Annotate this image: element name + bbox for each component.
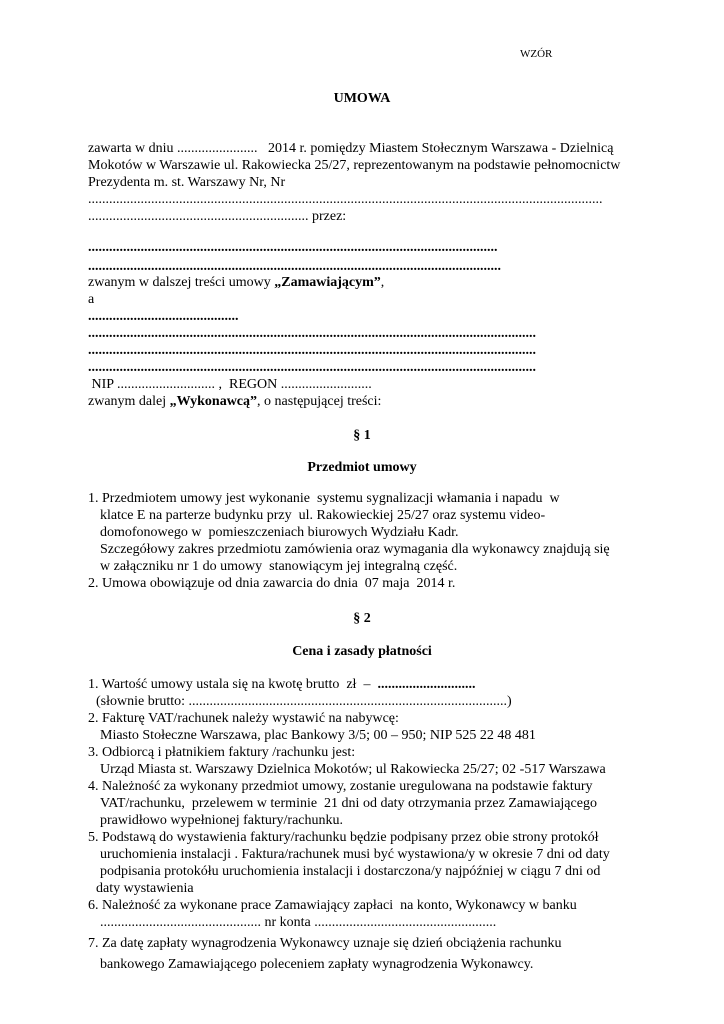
contractor-text-end: , o następującej treści: — [257, 394, 382, 409]
contractor-dotted-line: ...................................................................................................................... — [88, 259, 501, 274]
clause-line: 2. Fakturę VAT/rachunek należy wystawić na nabywcę: — [88, 711, 399, 726]
contractor-term: „Wykonawcą” — [169, 394, 258, 409]
clause-line: 5. Podstawą do wystawienia faktury/rachunku będzie podpisany przez obie strony protokół — [88, 830, 599, 845]
contractor-dotted-line: ................................................................................................................................ — [88, 360, 536, 375]
contractor-dotted-line: ..................................................................................................................... — [88, 240, 498, 255]
clause-line: uruchomienia instalacji . Faktura/rachunek musi być wystawiona/y w okresie 7 dni od daty — [100, 847, 610, 862]
clause-line: 7. Za datę zapłaty wynagrodzenia Wykonawcy uznaje się dzień obciążenia rachunku — [88, 936, 562, 951]
clause-line: Urząd Miasta st. Warszawy Dzielnica Mokotów; ul Rakowiecka 25/27; 02 -517 Warszawa — [100, 762, 606, 777]
clause-line: w załączniku nr 1 do umowy stanowiącym jej integralną część. — [100, 559, 458, 574]
contractor-dotted-line: ........................................... — [88, 309, 239, 324]
section-title: Przedmiot umowy — [307, 460, 417, 475]
intro-line: ............................................................... przez: — [88, 209, 347, 224]
contractor-text: zwanym dalej — [88, 394, 170, 409]
clause-line: prawidłowo wypełnionej faktury/rachunku. — [100, 813, 343, 828]
clause-line: .............................................. nr konta .................................................... — [100, 915, 497, 930]
price-text: 1. Wartość umowy ustala się na kwotę brutto zł – — [88, 677, 378, 692]
clause-line: daty wystawienia — [96, 881, 194, 896]
nip-regon-line: NIP ............................ , REGON .......................... — [88, 377, 372, 392]
clause-line: bankowego Zamawiającego poleceniem zapłaty wynagrodzenia Wykonawcy. — [100, 957, 534, 972]
ordering-party-term: „Zamawiającym” — [274, 275, 381, 290]
intro-dotted-line: ................................................................................................................................................... — [88, 192, 603, 207]
clause-line: klatce E na parterze budynku przy ul. Rakowieckiej 25/27 oraz systemu video- — [100, 508, 546, 523]
ordering-party-line — [88, 274, 384, 291]
clause-line: domofonowego w pomieszczeniach biurowych Wydziału Kadr. — [100, 525, 459, 540]
clause-line: 6. Należność za wykonane prace Zamawiający zapłaci na konto, Wykonawcy w banku — [88, 898, 577, 913]
document-title: UMOWA — [333, 91, 391, 106]
punctuation: , — [380, 275, 385, 290]
clause-line: 2. Umowa obowiązuje od dnia zawarcia do dnia 07 maja 2014 r. — [88, 576, 456, 591]
clause-line: 1. Przedmiotem umowy jest wykonanie systemu sygnalizacji włamania i napadu w — [88, 491, 560, 506]
template-label: WZÓR — [520, 48, 553, 60]
ordering-party-text: zwanym w dalszej treści umowy — [88, 275, 275, 290]
clause-line: Szczegółowy zakres przedmiotu zamówienia oraz wymagania dla wykonawcy znajdują się — [100, 542, 610, 557]
contractor-dotted-line: ................................................................................................................................ — [88, 343, 536, 358]
intro-line: a — [88, 292, 95, 307]
clause-line: VAT/rachunku, przelewem w terminie 21 dni od daty otrzymania przez Zamawiającego — [100, 796, 597, 811]
clause-line: (słownie brutto: ...........................................................................................) — [96, 694, 512, 709]
contractor-line — [88, 393, 381, 410]
clause-line: 4. Należność za wykonany przedmiot umowy, zostanie uregulowana na podstawie faktury — [88, 779, 593, 794]
clause-line: Miasto Stołeczne Warszawa, plac Bankowy 3/5; 00 – 950; NIP 525 22 48 481 — [100, 728, 536, 743]
clause-line: podpisania protokółu uruchomienia instalacji i dostarczona/y najpóźniej w ciągu 7 dni od — [100, 864, 601, 879]
intro-line: Prezydenta m. st. Warszawy Nr, Nr — [88, 175, 286, 190]
section-number: § 2 — [353, 611, 371, 626]
clause-line: 3. Odbiorcą i płatnikiem faktury /rachunku jest: — [88, 745, 356, 760]
contractor-dotted-line: ................................................................................................................................ — [88, 326, 536, 341]
section-title: Cena i zasady płatności — [292, 644, 432, 659]
price-line — [88, 676, 475, 693]
section-number: § 1 — [353, 428, 371, 443]
price-dotted-field: ............................ — [377, 677, 476, 692]
intro-line: Mokotów w Warszawie ul. Rakowiecka 25/27, reprezentowanym na podstawie pełnomocnictw — [88, 158, 621, 173]
intro-line: zawarta w dniu ....................... 2014 r. pomiędzy Miastem Stołecznym Warszawa - Dzielnicą — [88, 141, 614, 156]
